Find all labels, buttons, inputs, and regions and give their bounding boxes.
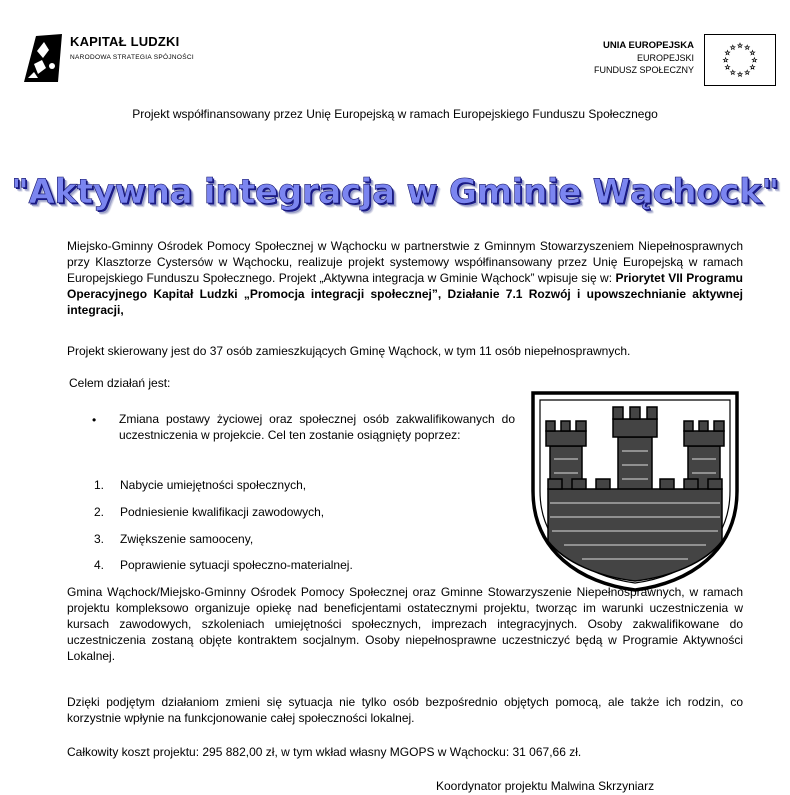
cost-paragraph: Całkowity koszt projektu: 295 882,00 zł, w tym wkład własny MGOPS w Wąchocku: 31 067,66 zł. <box>67 745 582 759</box>
bullet-text: Zmiana postawy życiowej oraz społecznej osób zakwalifikowanych do uczestniczenia w projekcie. Cel ten zostanie osiągnięty poprzez: <box>119 412 515 442</box>
kapital-ludzki-logo <box>22 34 212 84</box>
kapital-ludzki-logo-icon <box>22 34 66 84</box>
eu-star <box>723 58 727 62</box>
wachock-coat-of-arms-icon <box>530 391 740 592</box>
eu-star <box>725 50 729 54</box>
page-title-text: "Aktywna integracja w Gminie Wąchock" <box>11 172 779 212</box>
eu-star <box>731 45 735 49</box>
list-item-number: 4. <box>94 558 105 572</box>
body-paragraph: Dzięki podjętym działaniom zmieni się sytuacja nie tylko osób bezpośrednio objętych pomocą, ale także ich rodzin, co korzystnie wpłynie na funkcjonowanie całej społeczności lokalnej. <box>67 695 743 725</box>
eu-star <box>738 43 742 47</box>
list-item-number: 2. <box>94 505 105 519</box>
coordinator-signature: Koordynator projektu Malwina Skrzyniarz <box>436 779 655 793</box>
eu-star <box>745 70 749 74</box>
eu-line3: FUNDUSZ SPOŁECZNY <box>593 65 694 75</box>
intro-paragraph <box>67 238 743 318</box>
eu-star <box>725 65 729 69</box>
goals-heading: Celem działań jest: <box>69 376 171 390</box>
eu-star <box>731 70 735 74</box>
eu-star <box>745 45 749 49</box>
target-paragraph: Projekt skierowany jest do 37 osób zamieszkujących Gminę Wąchock, w tym 11 osób niepełnosprawnych. <box>67 344 631 358</box>
cofunding-note: Projekt współfinansowany przez Unię Europejską w ramach Europejskiego Funduszu Społecznego <box>132 107 658 121</box>
eu-logo <box>590 34 776 92</box>
body-paragraph: Gmina Wąchock/Miejsko-Gminny Ośrodek Pomocy Społecznej oraz Gminne Stowarzyszenie Niepełnosprawnych, w ramach projektu kompleksowo organizuje opiekę nad beneficjentami ostatecznymi projektu, tworząc im warunki uczestniczenia w kursach zawodowych, szkoleniach umiejętności społecznych, imprezach integracyjnych. Osoby zakwalifikowane do uczestniczenia zostaną objęte kontraktem socjalnym. Osoby niepełnosprawne uczestniczyć będą w Programie Aktywności Lokalnej. <box>67 585 743 663</box>
list-item-text: Zwiększenie samooceny, <box>120 532 254 546</box>
intro-priority: Priorytet VII Programu Operacyjnego Kapitał Ludzki „Promocja integracji społecznej”, Działanie 7.1 Rozwój i upowszechnianie aktywnej integracji, <box>67 271 743 317</box>
list-item-text: Nabycie umiejętności społecznych, <box>120 478 307 492</box>
page-title <box>0 172 790 212</box>
eu-flag-icon <box>704 34 776 86</box>
eu-star <box>750 65 754 69</box>
intro-text: Miejsko-Gminny Ośrodek Pomocy Społecznej w Wąchocku w partnerstwie z Gminnym Stowarzyszeniem Niepełnosprawnych przy Klasztorze Cystersów w Wąchocku, realizuje projekt systemowy współfinansowany przez Unię Europejską w ramach Europejskiego Funduszu Społecznego. Projekt „Aktywna integracja w Gminie Wąchock” wpisuje się w: <box>67 239 743 285</box>
bullet-symbol: • <box>92 413 97 427</box>
list-item-number: 3. <box>94 532 105 546</box>
kl-title: KAPITAŁ LUDZKI <box>70 34 180 49</box>
kl-subtitle: NARODOWA STRATEGIA SPÓJNOŚCI <box>70 54 194 61</box>
eu-line2: EUROPEJSKI <box>636 53 694 63</box>
eu-line1: UNIA EUROPEJSKA <box>603 40 694 51</box>
eu-star <box>752 58 756 62</box>
eu-text <box>594 40 694 76</box>
list-item-text: Poprawienie sytuacji społeczno-materialnej. <box>120 558 353 572</box>
list-item-number: 1. <box>94 478 105 492</box>
eu-star <box>738 72 742 76</box>
eu-star <box>750 50 754 54</box>
list-item-text: Podniesienie kwalifikacji zawodowych, <box>120 505 325 519</box>
